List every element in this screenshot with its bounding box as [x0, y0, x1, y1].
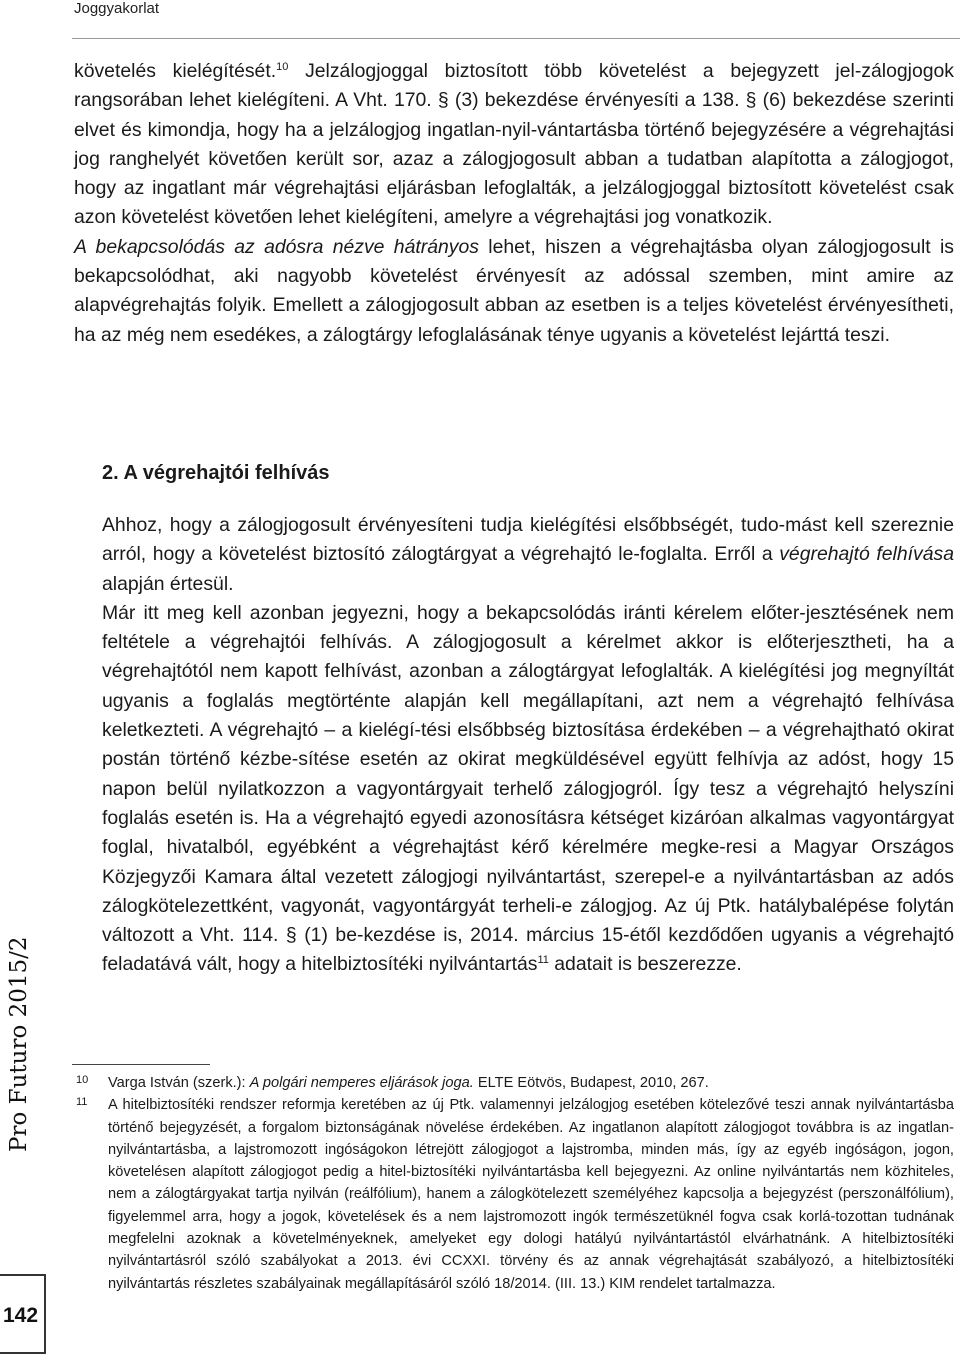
intro-p2-emphasis: A bekapcsolódás az adósra nézve hátrányos [74, 235, 479, 258]
section-paragraph-1 [102, 511, 954, 599]
section-p2-start: Már itt meg kell azonban jegyezni, hogy a bekapcsolódás iránti kérelem előter-jesztésének nem feltétele a végrehajtói felhívás. A zálogjogosult a kérelmet akkor is előterjesztheti, ha a végrehajtótól nem kapott felhívást, azonban a zálogtárgyat lefoglalták. A kielégítési jog megnyíltát ugyanis a foglalás megtörténte alapján kell megállapítani, azt nem a végrehajtó felhívása keletkezteti. A végrehajtó – a kielégí-tési elsőbbség biztosítása érdekében – a végrehajtható okirat postán történő kézbe-sítése esetén az okirat megküldésével együtt felhívja az adóst, hogy 15 napon belül nyilatkozzon a vagyontárgyait terhelő zálogjogról. Így tesz a végrehajtó helyszíni foglalás esetén is. Ha a végrehajtó egyedi azonosításra kétséget kizáróan alkalmas vagyontárgyat foglal, hivatalból, egyébként a végrehajtást kérő kérelmére megke-resi a Magyar Országos Közjegyzői Kamara által vezetett zálogjogi nyilvántartást, szerepel-e a nyilvántartásban az adós zálogkötelezettként, vagyonát, vagyontárgyát terheli-e zálogjog. Az új Ptk. hatálybalépése folytán változott a Vht. 114. § (1) be-kezdése is, 2014. március 15-étől kezdődően ugyanis a végrehajtó feladatává vált, hogy a hitelbiztosítéki nyilvántartás [102, 601, 954, 976]
footnote-title: A polgári nemperes eljárások joga. [249, 1075, 474, 1091]
intro-p2-rest: lehet, hiszen a végrehajtásba olyan zálogjogosult is bekapcsolódhat, aki nagyobb követelést érvényesít az adóssal szemben, mint amire az alapvégrehajtás folyik. Emellett a zálogjogosult abban az esetben is a teljes követelést érvényesítheti, ha az még nem esedékes, a zálogtárgy lefoglalásának ténye ugyanis a követelést lejárttá teszi. [74, 235, 954, 346]
footnotes [72, 1072, 954, 1295]
footnote-11 [72, 1094, 954, 1295]
intro-text [74, 57, 954, 350]
footnote-divider [72, 1064, 210, 1065]
footnote-ref-11[interactable]: 11 [537, 954, 549, 967]
footnote-number: 11 [76, 1096, 88, 1109]
footnote-10 [72, 1072, 954, 1094]
journal-title: Pro Futuro 2015/2 [6, 936, 32, 1152]
page-sidebar [0, 0, 48, 1360]
section-p1-start: Ahhoz, hogy a zálogjogosult érvényesíteni tudja kielégítési elsőbbségét, tudo-mást kell szereznie arról, hogy a követelést biztosító zálogtárgyat a végrehajtó le-foglalta. Erről a [102, 514, 954, 566]
footnote-text: Varga István (szerk.): [108, 1075, 250, 1091]
section-text [102, 511, 954, 980]
intro-p1-start: követelés kielégítését. [74, 60, 277, 82]
footnote-text: A hitelbiztosítéki rendszer reformja keretében az új Ptk. valamennyi jelzálogjog esetében kötelezővé teszi annak nyilvántartásba történő bejegyzését, a forgalom biztonságának növelése érdekében. Az ingatlanon alapított zálogjogot továbbra is az ingatlan-nyilvántartásba, a lajstromozott ingóságokon létrejött zálogjogot a lajstromba, minden más, így az egyéb ingóságon, jogon, követelésen alapított zálogjogot pedig a hitel-biztosítéki nyilvántartásba kell bejegyezni. Az online nyilvántartás nem közhiteles, nem a zálogtárgyakat tartja nyilván (reálfólium), hanem a zálogkötelezett személyéhez kapcsolja a bejegyzést (perszonálfólium), figyelemmel arra, hogy a jogok, követelések és a nem lajstromozott ingók természetüknél fogva csak korlá-tozottan tudnának megfelelni azoknak a követelményeknek, amelyeket egy dologi hatályú nyilvántartástól elvárhatnánk. A hitelbiztosítéki nyilvántartásról szóló szabályokat a 2013. évi CCXXI. törvény és az annak végrehajtását szabályozó, a hitelbiztosítéki nyilvántartás részletes szabályainak megállapításáról szóló 18/2014. (III. 13.) KIM rendelet tartalmazza. [108, 1097, 954, 1292]
footnote-number: 10 [76, 1074, 89, 1086]
page-number: 142 [3, 1304, 39, 1327]
intro-paragraph-1 [74, 57, 954, 233]
section-paragraph-2 [102, 599, 954, 980]
intro-paragraph-2 [74, 233, 954, 350]
footnote-ref-10[interactable]: 10 [276, 61, 289, 73]
section-label: Joggyakorlat [74, 0, 160, 17]
section-p1-emphasis: végrehajtó felhívása [779, 543, 954, 566]
intro-p1-rest: Jelzálogjoggal biztosított több követelést a bejegyzett jel-zálogjogok rangsorában lehet kielégíteni. A Vht. 170. § (3) bekezdése érvényesíti a 138. § (6) bekezdése szerinti elvet és kimondja, hogy ha a jelzálogjog ingatlan-nyil-vántartásba történő bejegyzésére a végrehajtási jog ranghelyét követően került sor, azaz a zálogjogosult abban a tudatban alapította a zálogjogot, hogy az ingatlant már végrehajtási eljárásban lefoglalták, a jelzálogjoggal biztosított követelést csak azon követelést követően lehet kielégíteni, amelyre a végrehajtási jog vonatkozik. [74, 60, 954, 229]
running-header [72, 0, 960, 39]
footnote-text-end: ELTE Eötvös, Budapest, 2010, 267. [473, 1075, 709, 1091]
section-p1-end: alapján értesül. [102, 572, 234, 595]
section-p2-end: adatait is beszerezze. [548, 953, 742, 976]
section-heading: 2. A végrehajtói felhívás [102, 462, 330, 484]
